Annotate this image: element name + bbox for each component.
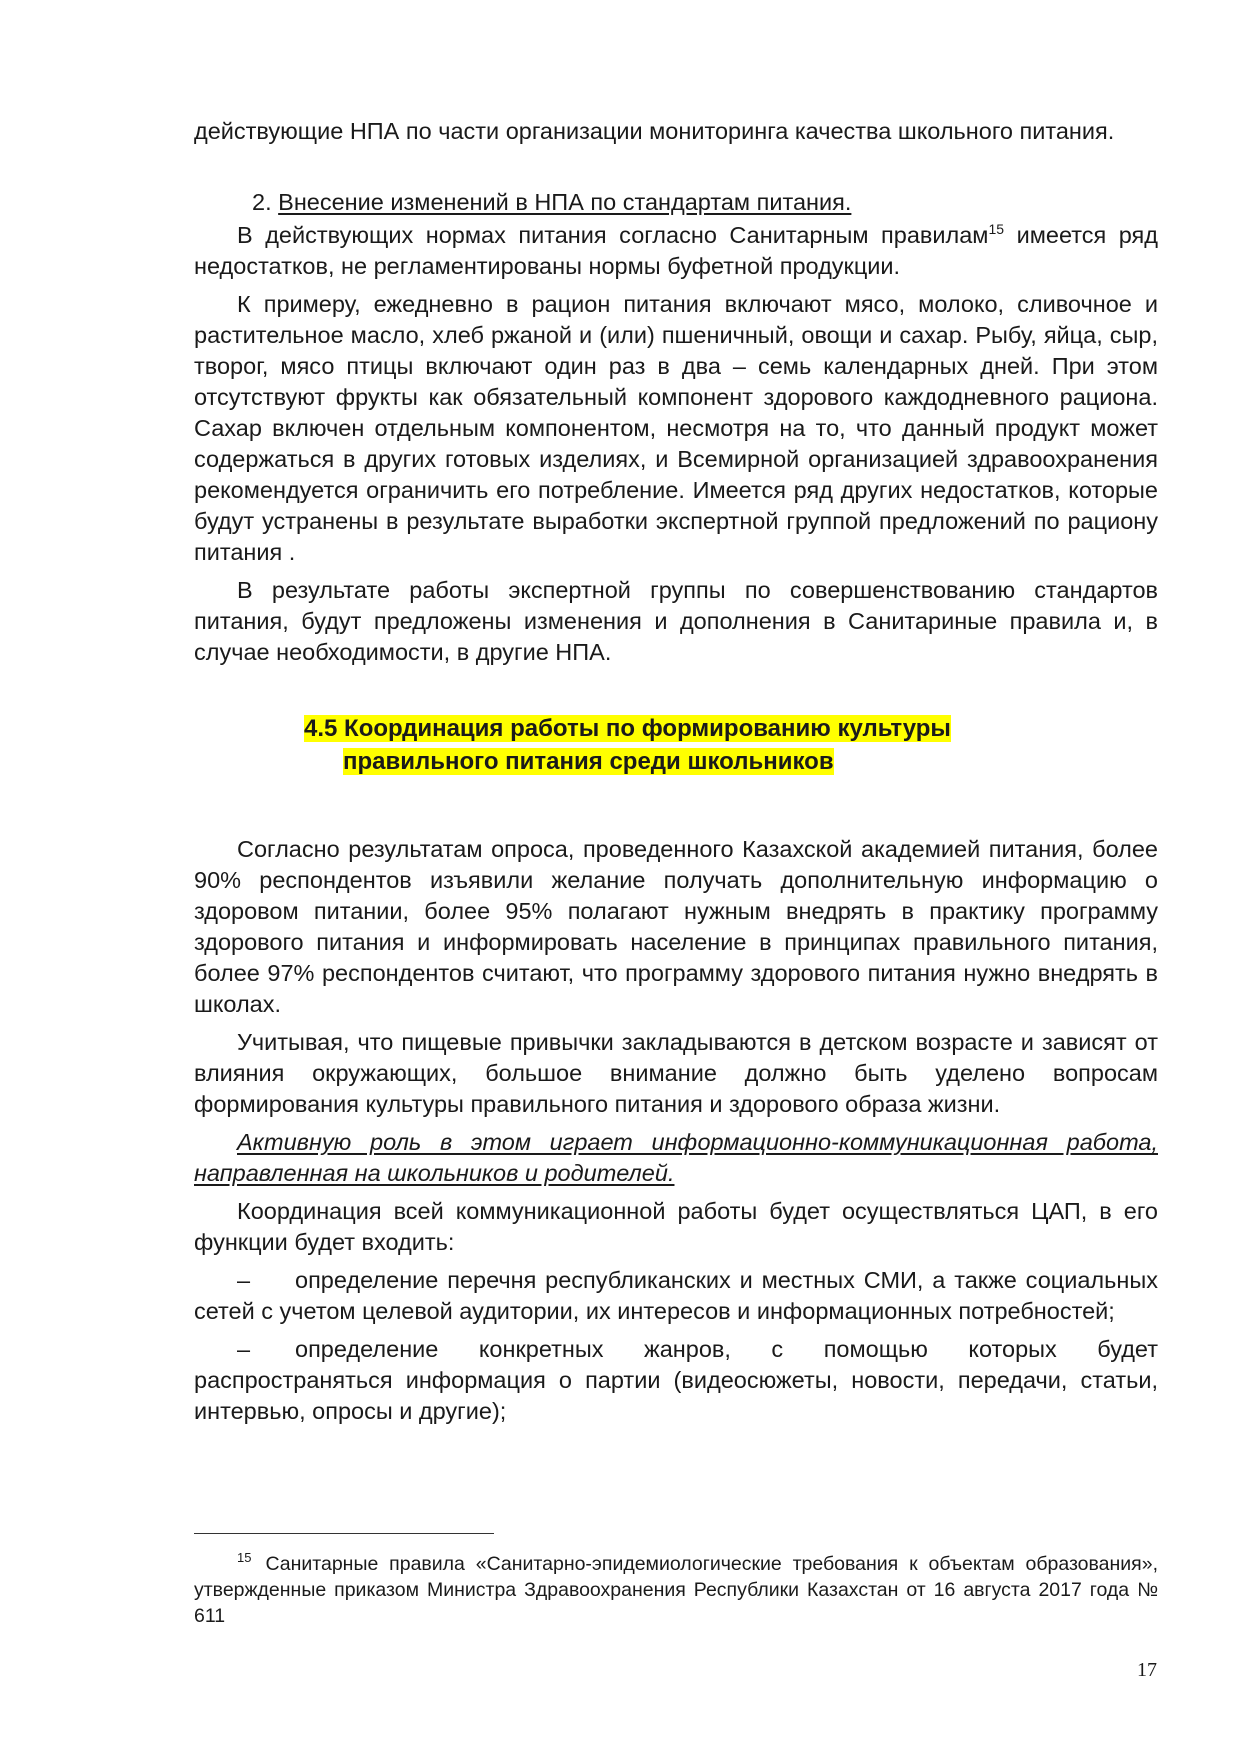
paragraph-habits: Учитывая, что пищевые привычки закладываются в детском возрасте и зависят от влияния окружающих, большое внимание должно быть уделено вопросам формирования культуры правильного питания и здорового образа жизни. — [194, 1029, 1158, 1117]
page-body — [194, 116, 1158, 1427]
list-item-text: определение перечня республиканских и местных СМИ, а также социальных сетей с учетом целевой аудитории, их интересов и информационных потребностей; — [194, 1267, 1158, 1324]
footnote-separator — [194, 1533, 494, 1534]
paragraph-coordination: Координация всей коммуникационной работы будет осуществляться ЦАП, в его функции будет входить: — [194, 1198, 1158, 1255]
list-item — [194, 1265, 1158, 1327]
section-heading-line-2 — [194, 745, 1158, 778]
paragraph-norms — [194, 220, 1158, 282]
section-title-line-1: Координация работы по формированию культуры — [344, 715, 951, 742]
paragraph-continuation: действующие НПА по части организации мониторинга качества школьного питания. — [194, 118, 1115, 144]
footnote-reference: 15 — [988, 221, 1005, 237]
paragraph-emphasis: Активную роль в этом играет информационно-коммуникационная работа, направленная на школьников и родителей. — [194, 1129, 1158, 1186]
numbered-item-2 — [194, 187, 1158, 218]
page-number: 17 — [1137, 1659, 1157, 1681]
section-heading-line-1 — [194, 712, 1158, 745]
item-number: 2. — [252, 189, 272, 215]
list-item-text: определение конкретных жанров, с помощью которых будет распространяться информация о партии (видеосюжеты, новости, передачи, статьи, интервью, опросы и другие); — [194, 1336, 1158, 1424]
item-title: Внесение изменений в НПА по стандартам питания. — [278, 189, 852, 215]
section-title-line-2: правильного питания среди школьников — [343, 748, 834, 775]
paragraph-norms-start: В действующих нормах питания согласно Санитарным правилам — [237, 222, 989, 248]
dash-bullet: – — [237, 1336, 251, 1362]
footnote-text: Санитарные правила «Санитарно-эпидемиологические требования к объектам образования», утвержденные приказом Министра Здравоохранения Республики Казахстан от 16 августа 2017 года № 611 — [194, 1553, 1158, 1627]
section-number: 4.5 — [304, 715, 338, 742]
paragraph-expert-group: В результате работы экспертной группы по совершенствованию стандартов питания, будут предложены изменения и дополнения в Санитариные правила и, в случае необходимости, в другие НПА. — [194, 577, 1158, 665]
paragraph-example: К примеру, ежедневно в рацион питания включают мясо, молоко, сливочное и растительное масло, хлеб ржаной и (или) пшеничный, овощи и сахар. Рыбу, яйца, сыр, творог, мясо птицы включают один раз в два – семь календарных дней. При этом отсутствуют фрукты как обязательный компонент здорового каждодневного рациона. Сахар включен отдельным компонентом, несмотря на то, что данный продукт может содержаться в других готовых изделиях, и Всемирной организацией здравоохранения рекомендуется ограничить его потребление. Имеется ряд других недостатков, которые будут устранены в результате выработки экспертной группой предложений по рациону питания . — [194, 291, 1158, 565]
section-heading — [194, 712, 1158, 778]
list-item — [194, 1334, 1158, 1427]
paragraph-norms-end: имеется ряд недостатков, не регламентированы нормы буфетной продукции. — [194, 222, 1158, 279]
footnote — [194, 1551, 1158, 1629]
footnote-number: 15 — [237, 1550, 252, 1565]
paragraph-survey: Согласно результатам опроса, проведенного Казахской академией питания, более 90% респондентов изъявили желание получать дополнительную информацию о здоровом питании, более 95% полагают нужным внедрять в практику программу здорового питания и информировать население в принципах правильного питания, более 97% респондентов считают, что программу здорового питания нужно внедрять в школах. — [194, 836, 1158, 1017]
dash-bullet: – — [237, 1267, 251, 1293]
